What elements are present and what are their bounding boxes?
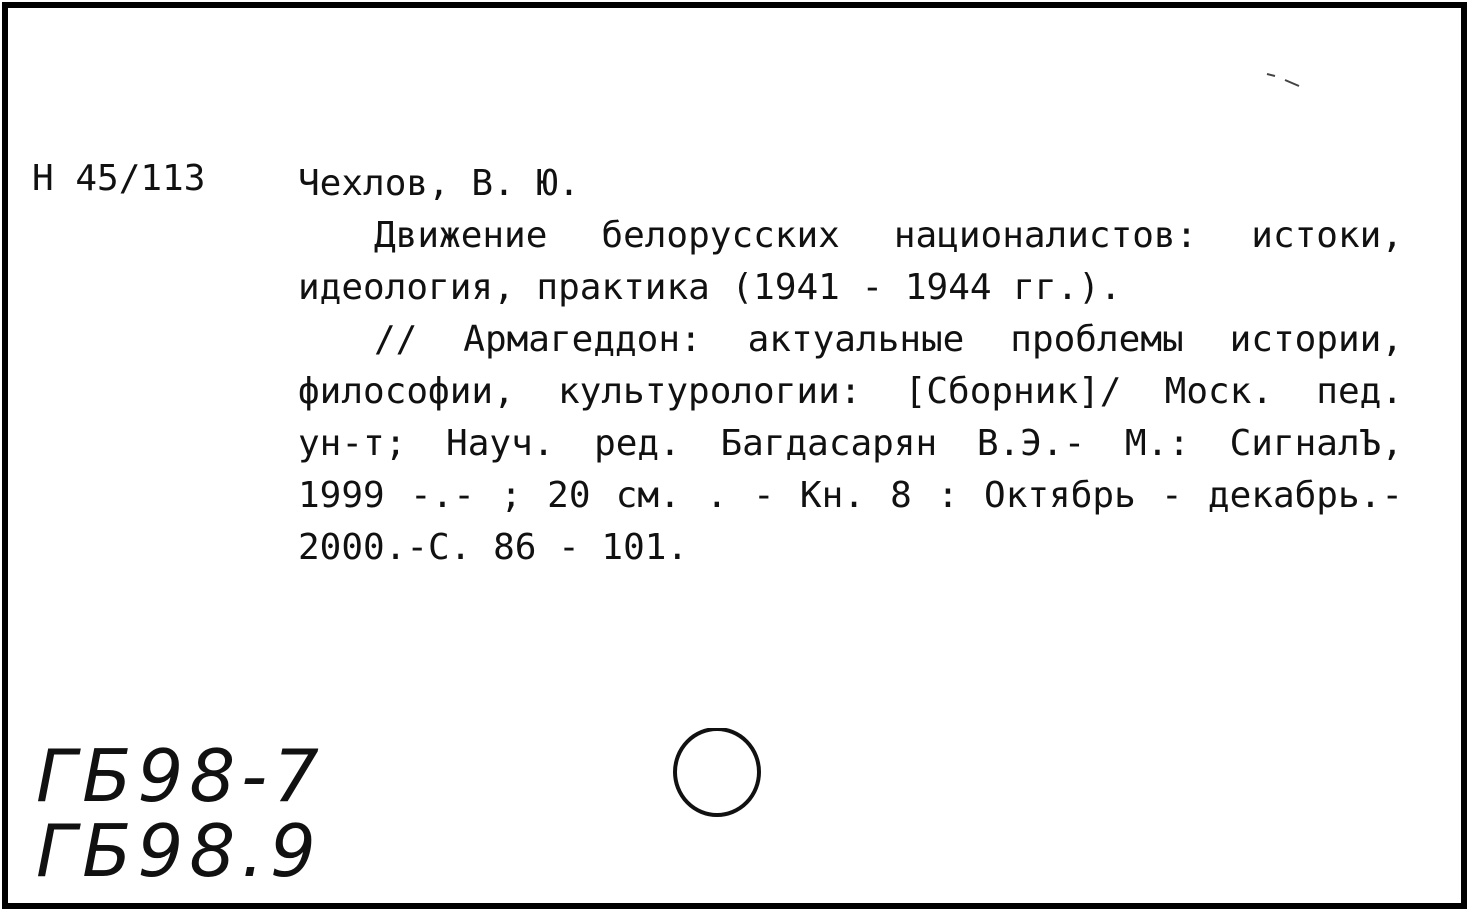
work-title: Движение белорусских националистов: истоки, идеология, практика (1941 - 1944 гг.).	[298, 215, 1403, 308]
handwritten-class-mark-1: ГБ98-7	[36, 734, 325, 818]
scan-speck	[1265, 70, 1305, 90]
author-heading: Чехлов, В. Ю.	[298, 163, 580, 204]
source-description: // Армагеддон: актуальные проблемы истории, философии, культурологии: [Сборник]/ Моск. пед. ун-т; Науч. ред. Багдасарян В.Э.- М.: СигналЪ, 1999 -.- ; 20 см. . - Кн. 8 : Октябрь - декабрь.- 2000.-С. 86 - 101.	[298, 319, 1403, 568]
bibliographic-entry	[298, 158, 1403, 574]
handwritten-class-mark-2: ГБ98.9	[36, 809, 322, 893]
shelf-mark: Н 45/113	[32, 158, 206, 199]
hole-circle-icon	[673, 728, 765, 820]
